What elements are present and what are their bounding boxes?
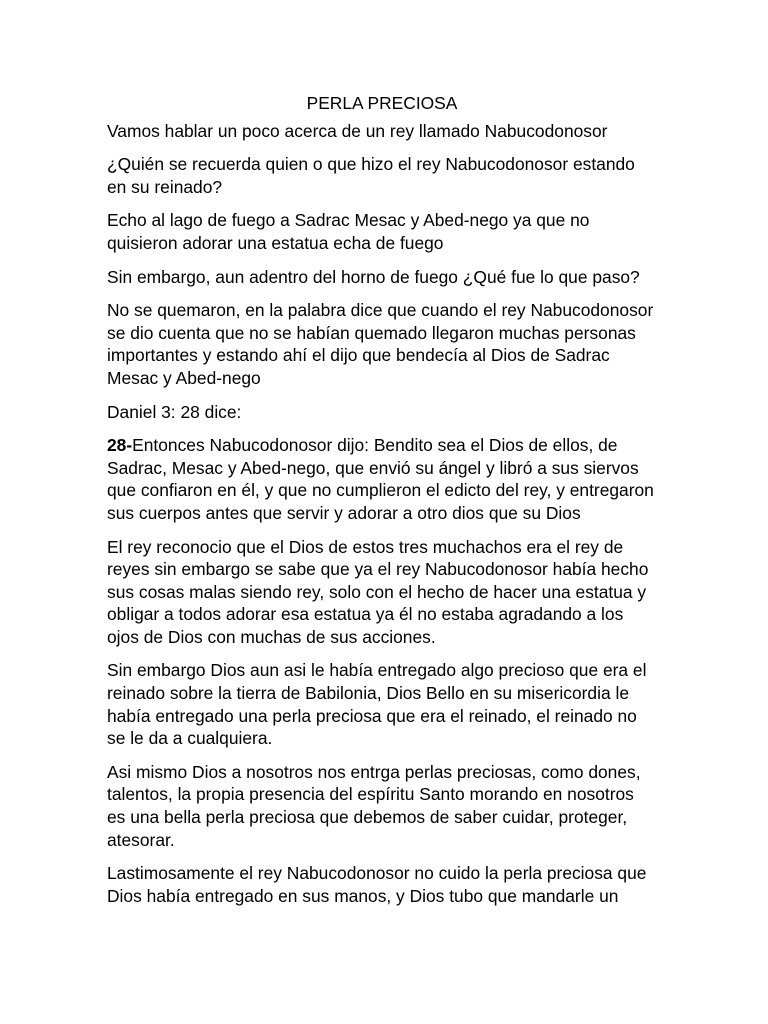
paragraph — [107, 862, 667, 907]
paragraph-line: reyes sin embargo se sabe que ya el rey Nabucodonosor había hecho — [107, 559, 649, 580]
verse-line: sus cuerpos antes que servir y adorar a otro dios que su Dios — [107, 502, 581, 523]
paragraph-line: El rey reconocio que el Dios de estos tres muchachos era el rey de — [107, 536, 624, 557]
verse-first-line-text: Entonces Nabucodonosor dijo: Bendito sea el Dios de ellos, de — [132, 435, 618, 456]
paragraph-line: Daniel 3: 28 dice: — [107, 401, 242, 422]
paragraph — [107, 266, 667, 289]
paragraph-line: atesorar. — [107, 829, 175, 850]
paragraph — [107, 401, 667, 424]
paragraph-line: es una bella perla preciosa que debemos de saber cuidar, proteger, — [107, 807, 628, 828]
paragraph-line: No se quemaron, en la palabra dice que cuando el rey Nabucodonosor — [107, 300, 654, 321]
verse-paragraph — [107, 434, 667, 524]
paragraph-line: ojos de Dios con muchas de sus acciones. — [107, 626, 436, 647]
paragraph-line: Sin embargo, aun adentro del horno de fuego ¿Qué fue lo que paso? — [107, 266, 640, 287]
paragraph-line: en su reinado? — [107, 176, 223, 197]
paragraph-line: Mesac y Abed-nego — [107, 367, 261, 388]
document-page — [107, 92, 667, 918]
paragraph — [107, 120, 667, 143]
paragraph — [107, 536, 667, 649]
paragraph-line: se le da a cualquiera. — [107, 728, 273, 749]
paragraph-line: quisieron adorar una estatua echa de fuego — [107, 232, 444, 253]
paragraph-line: importantes y estando ahí el dijo que bendecía al Dios de Sadrac — [107, 345, 610, 366]
paragraph-line: obligar a todos adorar esa estatua ya él no estaba agradando a los — [107, 604, 624, 625]
paragraph-line: Vamos hablar un poco acerca de un rey llamado Nabucodonosor — [107, 120, 608, 141]
paragraph-line: Lastimosamente el rey Nabucodonosor no cuido la perla preciosa que — [107, 863, 647, 884]
paragraph — [107, 209, 667, 254]
paragraph — [107, 659, 667, 749]
paragraph-line: Sin embargo Dios aun asi le había entregado algo precioso que era el — [107, 660, 647, 681]
verse-line: que confiaron en él, y que no cumplieron el edicto del rey, y entregaron — [107, 480, 654, 501]
paragraph — [107, 299, 667, 389]
body-text-after-verse — [107, 536, 667, 908]
paragraph-line: talentos, la propia presencia del espíritu Santo morando en nosotros — [107, 784, 634, 805]
paragraph-line: ¿Quién se recuerda quien o que hizo el rey Nabucodonosor estando — [107, 154, 635, 175]
paragraph — [107, 761, 667, 851]
paragraph-line: se dio cuenta que no se habían quemado llegaron muchas personas — [107, 322, 636, 343]
paragraph-line: sus cosas malas siendo rey, solo con el hecho de hacer una estatua y — [107, 581, 647, 602]
body-text-before-verse — [107, 120, 667, 424]
verse-line: Sadrac, Mesac y Abed-nego, que envió su ángel y libró a sus siervos — [107, 457, 639, 478]
paragraph-line: reinado sobre la tierra de Babilonia, Dios Bello en su misericordia le — [107, 683, 629, 704]
paragraph-line: Asi mismo Dios a nosotros nos entrga perlas preciosas, como dones, — [107, 761, 641, 782]
paragraph — [107, 153, 667, 198]
paragraph-line: Dios había entregado en sus manos, y Dios tubo que mandarle un — [107, 885, 619, 906]
verse-number: 28- — [107, 435, 133, 456]
verse-first-line — [107, 434, 667, 457]
paragraph-line: había entregado una perla preciosa que era el reinado, el reinado no — [107, 705, 637, 726]
page-title: PERLA PRECIOSA — [306, 93, 458, 113]
paragraph-line: Echo al lago de fuego a Sadrac Mesac y Abed-nego ya que no — [107, 210, 590, 231]
